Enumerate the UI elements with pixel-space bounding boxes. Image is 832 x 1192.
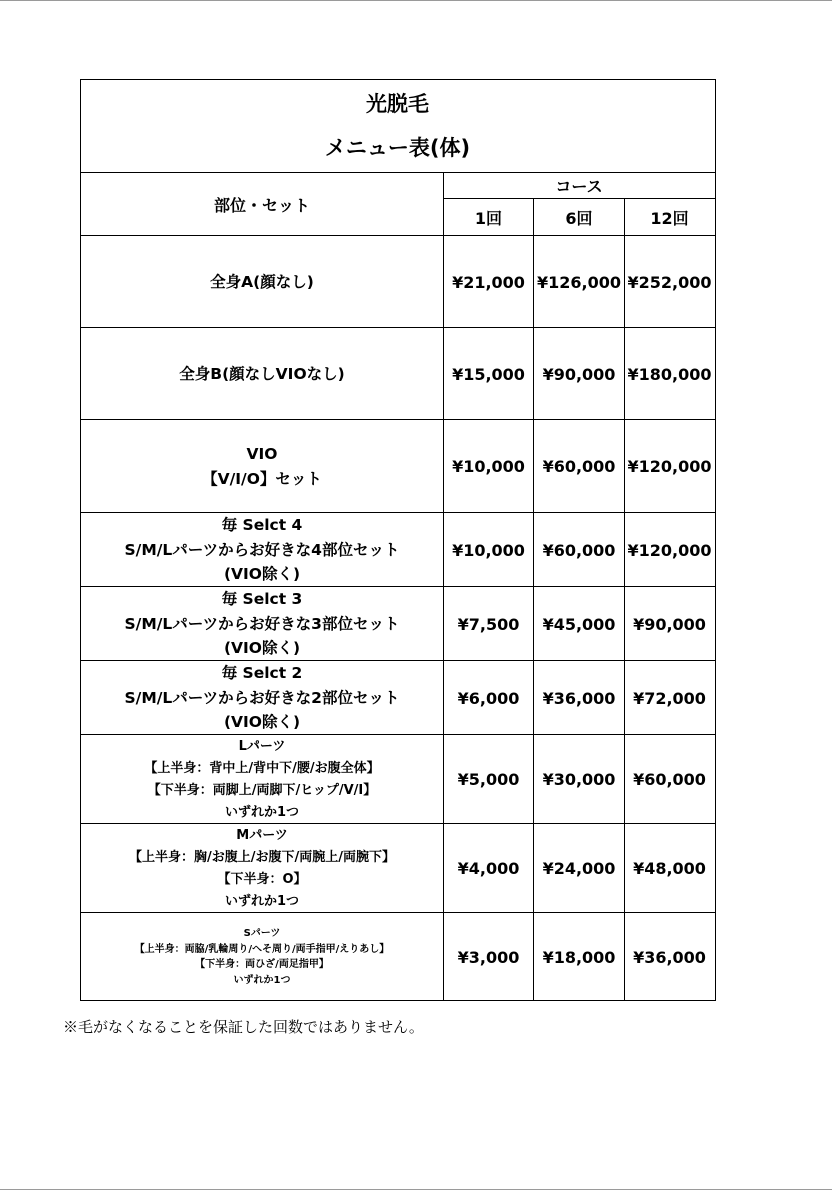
- row-1-price-3: ¥252,000: [627, 272, 712, 292]
- row-2-name: [81, 328, 443, 420]
- row-name-line: 【上半身：両脇/乳輪周り/へそ周り/両手指甲/えりあし】: [134, 943, 390, 955]
- row-8-price-1: ¥4,000: [457, 859, 520, 878]
- row-divider: [81, 823, 715, 824]
- price-table: [80, 79, 716, 1001]
- row-name-line: 全身B(顔なしVIOなし): [179, 364, 345, 383]
- row-divider: [81, 512, 715, 513]
- row-name-line: 毎 Selct 2: [221, 664, 303, 683]
- row-7-price-3: ¥60,000: [633, 770, 706, 789]
- row-6-price-3: ¥72,000: [633, 688, 706, 708]
- row-1-price-2: ¥126,000: [536, 272, 621, 292]
- row-4-price-2: ¥60,000: [542, 540, 616, 560]
- header-part: 部位・セット: [213, 195, 310, 215]
- row-8-price-2: ¥24,000: [542, 859, 616, 878]
- row-7-price-1: ¥5,000: [457, 770, 520, 789]
- row-3-price-2: ¥60,000: [542, 457, 616, 476]
- row-name-line: いずれか1つ: [224, 893, 300, 909]
- row-4-price-3: ¥120,000: [627, 540, 712, 560]
- row-name-line: (VIO除く): [223, 565, 301, 584]
- row-name-line: 【下半身：両ひざ/両足指甲】: [195, 959, 329, 970]
- header-course: コース: [555, 177, 603, 196]
- row-name-line: Lパーツ: [238, 738, 286, 754]
- row-name-line: (VIO除く): [223, 639, 301, 658]
- page-top-edge: [0, 0, 832, 1]
- header-count-12: 12回: [650, 208, 689, 228]
- row-6-name: [81, 661, 443, 735]
- title-divider: [81, 172, 715, 173]
- row-5-price-2: ¥45,000: [542, 614, 616, 634]
- column-divider: [624, 198, 625, 1000]
- row-4-price-1: ¥10,000: [452, 540, 525, 560]
- row-1-name: [81, 236, 443, 328]
- row-name-line: 毎 Selct 3: [221, 590, 303, 609]
- row-1-price-1: ¥21,000: [452, 272, 525, 292]
- row-9-price-3: ¥36,000: [633, 947, 706, 967]
- row-divider: [81, 734, 715, 735]
- title-line-2: メニュー表(体): [324, 136, 471, 160]
- row-name-line: 【下半身：O】: [217, 871, 307, 887]
- row-9-price-1: ¥3,000: [457, 947, 520, 967]
- row-divider: [81, 327, 715, 328]
- row-6-price-1: ¥6,000: [457, 688, 520, 708]
- row-9-name: [81, 913, 443, 1001]
- table-title: [81, 80, 714, 172]
- row-name-line: (VIO除く): [223, 713, 301, 732]
- row-2-price-1: ¥15,000: [452, 364, 525, 384]
- row-divider: [81, 419, 715, 420]
- row-2-price-3: ¥180,000: [627, 364, 712, 384]
- row-divider: [81, 912, 715, 913]
- row-4-name: [81, 513, 443, 587]
- row-5-price-3: ¥90,000: [633, 614, 706, 634]
- row-name-line: Mパーツ: [236, 827, 288, 843]
- row-name-line: いずれか1つ: [233, 974, 291, 986]
- row-name-line: いずれか1つ: [224, 804, 300, 820]
- row-3-price-1: ¥10,000: [452, 457, 525, 476]
- row-name-line: 【V/I/O】セット: [202, 469, 322, 488]
- row-6-price-2: ¥36,000: [542, 688, 616, 708]
- course-divider: [443, 198, 715, 199]
- row-3-name: [81, 420, 443, 513]
- row-3-price-3: ¥120,000: [627, 457, 712, 476]
- row-name-line: S/M/Lパーツからお好きな2部位セット: [124, 688, 400, 707]
- row-name-line: 毎 Selct 4: [221, 516, 303, 535]
- title-line-1: 光脱毛: [366, 92, 429, 116]
- disclaimer-note: ※毛がなくなることを保証した回数ではありません。: [63, 1018, 424, 1036]
- row-8-price-3: ¥48,000: [633, 859, 706, 878]
- row-7-price-2: ¥30,000: [542, 770, 616, 789]
- page-bottom-edge: [0, 1189, 832, 1190]
- row-name-line: 全身A(顔なし): [210, 272, 314, 291]
- row-divider: [81, 586, 715, 587]
- row-5-name: [81, 587, 443, 661]
- column-divider: [443, 172, 444, 1000]
- row-name-line: 【下半身：両脚上/両脚下/ヒップ/V/I】: [147, 782, 377, 798]
- row-divider: [81, 660, 715, 661]
- header-count-6: 6回: [565, 208, 593, 228]
- header-count-1: 1回: [474, 208, 503, 228]
- row-name-line: 【上半身：背中上/背中下/腰/お腹全体】: [144, 760, 380, 776]
- row-divider: [81, 235, 715, 236]
- row-name-line: S/M/Lパーツからお好きな3部位セット: [124, 614, 400, 633]
- row-8-name: [81, 824, 443, 913]
- column-divider: [533, 198, 534, 1000]
- row-7-name: [81, 735, 443, 824]
- row-name-line: 【上半身：胸/お腹上/お腹下/両腕上/両腕下】: [129, 849, 395, 865]
- row-name-line: Sパーツ: [243, 928, 281, 939]
- row-9-price-2: ¥18,000: [542, 947, 616, 967]
- row-name-line: VIO: [246, 445, 278, 463]
- row-2-price-2: ¥90,000: [542, 364, 616, 384]
- row-5-price-1: ¥7,500: [457, 614, 520, 634]
- row-name-line: S/M/Lパーツからお好きな4部位セット: [124, 540, 400, 559]
